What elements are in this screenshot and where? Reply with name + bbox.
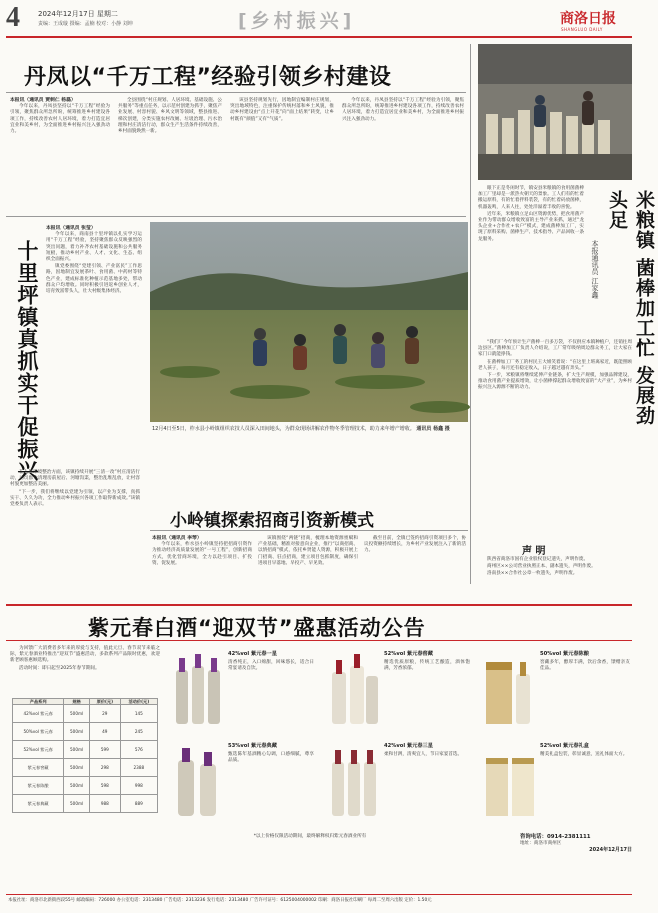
product-tile <box>322 738 472 824</box>
news-photo <box>150 222 468 422</box>
table-cell: 988 <box>89 795 120 813</box>
table-header: 产品系列 <box>13 699 64 705</box>
article-xiaoling-col2 <box>258 536 358 580</box>
divider <box>6 216 466 217</box>
product-tile <box>478 738 632 824</box>
editor-line: 责编：王成璇 摄编：孟楠 校对：小静 刘坤 <box>38 21 133 27</box>
table-cell: 500ml <box>64 723 90 741</box>
product-tile <box>166 738 316 824</box>
paragraph: 全县围绕“村庄规划、人居环境、基础设施、公共服务”等重点任务，以示范村创建为抓手，聚焦产业发展、村容村貌、乡风文明等领域，整县推进、梯次创建，分类实施农村改厕、垃圾治理、污水治理和村庄清洁行动，群众生产生活条件持续改善，乡村面貌焕然一新。 <box>118 98 222 135</box>
table-row <box>13 723 158 741</box>
section-title: [乡村振兴] <box>238 10 356 32</box>
newspaper-logo: 商洛日报 <box>560 11 616 27</box>
article-xiaoling-headline: 小岭镇探索招商引资新模式 <box>170 511 374 531</box>
article-miliang-col1 <box>478 186 584 336</box>
paragraph: 该县坚持规划先行，因地制宜编制村庄规划，突出地域特色，注重保护传统村落和乡土风貌，推动乡村建设由“点上开花”向“面上结果”转变，让乡村既有“颜值”又有“气质”。 <box>230 98 334 122</box>
notice-item: 洛南县××合作社公章一枚遗失，声明作废。 <box>487 571 578 577</box>
table-row <box>13 741 158 759</box>
photo-caption <box>152 426 466 466</box>
contact-phone: 0914-2381111 <box>546 834 591 840</box>
table-cell: 紫元春典藏 <box>13 795 64 813</box>
table-cell: 500ml <box>64 795 90 813</box>
column-divider <box>470 44 471 584</box>
table-cell: 紫元春陈酿 <box>13 777 64 795</box>
table-cell: 49 <box>89 723 120 741</box>
divider <box>6 92 466 93</box>
promo-headline-rule <box>6 640 632 641</box>
product-name: 42%vol 紫元春三星 <box>384 743 433 749</box>
article-danfeng-col3 <box>230 98 334 208</box>
footer-rule <box>6 894 632 895</box>
product-desc: 甄选陈年基酒精心勾调，口感细腻，尊享品质。 <box>228 752 314 764</box>
product-name: 52%vol 紫元春窖藏 <box>384 651 433 657</box>
factory-photo <box>478 44 632 180</box>
table-cell: 500ml <box>64 705 90 723</box>
promo-footer-note: *以上价格仅限活动期间，最终解释权归紫元春酒业所有 <box>253 834 367 839</box>
article-xiaoling-col3 <box>364 536 466 580</box>
table-header: 规格 <box>64 699 90 705</box>
article-miliang-headline: 米粮镇 菌棒加工忙 发展劲头足 <box>606 190 655 426</box>
article-miliang-photo <box>478 44 632 180</box>
contact-label-row <box>520 834 632 841</box>
paragraph: 该镇围绕“两链”招商，梳理本地资源禀赋和产业基础，精准对接意向企业，推行“以商招商、以情招商”模式，依托乡贤能人资源，积极开展上门招商、驻点招商，建立项目包抓制度，确保引进项目早落地、早投产、早见效。 <box>258 536 358 566</box>
article-shiliping-headline: 十里坪镇真抓实干促振兴 <box>15 240 39 482</box>
page-number: 4 <box>6 2 20 33</box>
article-danfeng-col1 <box>10 98 110 208</box>
table-cell: 245 <box>120 723 157 741</box>
footer-info: 本报社址：商洛市北新街西段55号 邮政编码：726000 办公室电话：2313480 广告电话：2313236 发行电话：2313480 广告许可证号：6125004000002 印刷：商洛日报社印刷厂 每周二至周六出版 定价：1.50元 <box>8 898 432 903</box>
table-cell: 500ml <box>64 741 90 759</box>
table-row <box>13 759 158 777</box>
table-cell: 576 <box>120 741 157 759</box>
article-miliang-col2 <box>478 340 632 540</box>
liquor-bottle-image <box>170 744 224 820</box>
paragraph: 截至目前，全镇已签约招商引资项目多个，协议投资额持续增长，为乡村产业发展注入了新的活力。 <box>364 536 466 554</box>
article-shiliping-col2 <box>10 470 140 580</box>
paragraph: 在人居环境整治方面，该镇持续开展“三清一改”村庄清洁行动，动员群众清理房前屋后、河塘沟渠，整治乱堆乱放，让村容村貌更加整洁美丽。 <box>10 470 140 488</box>
promo-price-table <box>12 698 158 813</box>
product-desc: 柔和甘洌，清爽宜人，节日家宴首选。 <box>384 752 463 757</box>
table-cell: 598 <box>89 777 120 795</box>
paragraph: 在菌棒加工厂务工的村民王大姐笑着说：“在这里上班离家近，既能照顾老人孩子，每月还有稳定收入，日子越过越有奔头。” <box>478 359 632 371</box>
promo-intro <box>10 646 160 694</box>
product-name: 50%vol 紫元春陈酿 <box>540 651 589 657</box>
article-danfeng-headline: 丹凤以“千万工程”经验引领乡村建设 <box>24 65 392 90</box>
liquor-bottle-image <box>326 652 380 728</box>
notice-item: 陕西省商洛市国有企业股权登记遗失，声明作废。 <box>487 557 589 562</box>
notice-box <box>476 542 632 594</box>
product-desc: 清香纯正，入口绵甜，回味悠长，适合日常宴请及自饮。 <box>228 660 314 672</box>
table-cell: 500ml <box>64 777 90 795</box>
contact-address: 地址：商洛市商州区 <box>520 841 562 846</box>
paragraph: 为回馈广大消费者多年来的厚爱与支持，值此元旦、春节双节来临之际，紫元春酒业特推出“迎双节”盛惠活动，多款系列产品限时优惠，欢迎新老顾客惠顾选购。 <box>10 646 160 664</box>
article-xiaoling-col1 <box>152 536 252 580</box>
table-row <box>13 795 158 813</box>
liquor-gift-box-image <box>482 744 536 820</box>
paragraph: 眼下正是冬闲时节，镇安县米粮镇的食用菌菌棒加工厂里却是一派热火朝天的景象。工人们有的忙着搬运原料，有的忙着拌料装袋，有的忙着码放菌棒，机器轰鸣，人来人往，处处洋溢着丰收的喜悦。 <box>478 186 584 210</box>
paragraph: 镇党委围绕“党建引领、产业富民”工作思路，因地制宜发展茶叶、食用菌、中药材等特色产业，建成标准化种植示范基地多处，带动群众户均增收。同时积极引进返乡创业人才，培育致富带头人，壮大村级集体经济。 <box>46 264 142 295</box>
table-cell: 29 <box>89 705 120 723</box>
product-desc: 窖藏多年，醇厚丰满，饮后余香，馈赠亲友佳品。 <box>540 660 630 672</box>
table-row <box>13 705 158 723</box>
table-cell: 2388 <box>120 759 157 777</box>
table-row <box>13 777 158 795</box>
photo-caption-text: 12月4日至5日，柞水县小岭镇组织农技人员深入田间地头，为群众现场讲解农作物冬季管理技术，助力来年增产增收。 <box>152 426 415 432</box>
promo-top-rule <box>6 604 632 606</box>
notice-item: 商州区××公司营业执照正本、副本遗失，声明作废。 <box>487 564 596 570</box>
notice-body <box>478 557 630 593</box>
paragraph: 下一步，米粮镇将继续延伸产业链条，扩大生产规模，加强品牌建设，推动食用菌产业提质增效，让小菌棒撑起群众增收致富的“大产业”，为乡村振兴注入源源不断的动力。 <box>478 373 632 391</box>
paragraph: “我们厂今年预计生产菌棒一百多万袋，不仅供应本镇种植户，还销往周边县区。”菌棒加工厂负责人介绍说，工厂常年吸纳周边群众务工，让大家在家门口就能挣钱。 <box>478 340 632 358</box>
article-danfeng-col2 <box>118 98 222 208</box>
liquor-bottle-image <box>170 652 224 728</box>
paragraph: 今年以来，柞水县小岭镇坚持把招商引资作为推动经济高质量发展的“一号工程”，创新招商方式，优化营商环境，全力以赴引项目、扩投资、促发展。 <box>152 542 252 566</box>
table-cell: 500ml <box>64 759 90 777</box>
issue-date: 2024年12月17日 星期二 <box>38 10 118 18</box>
article-danfeng-byline: 本报讯（通讯员 贾刺仁 杨磊） <box>10 98 76 103</box>
table-cell: 52%vol 紫元春 <box>13 741 64 759</box>
table-header: 原价(元) <box>89 699 120 705</box>
paragraph: 今年以来，商南县十里坪镇以扎实学习运用“千万工程”经验，坚持聚焦群众反映强烈的突出问题，着力补齐农村基础设施和公共服务短板，推动乡村产业、人才、文化、生态、组织全面振兴。 <box>46 232 142 263</box>
contact-title: 咨询电话： <box>520 834 547 840</box>
table-cell: 889 <box>120 795 157 813</box>
photo-caption-credit: 通讯员 杨鑫 摄 <box>416 426 450 432</box>
farm-field-photo <box>150 222 468 422</box>
article-miliang-byline: 本报通讯员 江家鑫 <box>591 240 599 299</box>
promo-contact <box>520 834 632 874</box>
table-cell: 145 <box>120 705 157 723</box>
article-danfeng-col4 <box>342 98 464 208</box>
product-tile <box>478 646 632 732</box>
paragraph: 近年来，米粮镇立足山区资源优势，把食用菌产业作为带动群众增收致富的主导产业来抓，通过“龙头企业+合作社+农户”模式，建成菌棒加工厂，实现了原料采购、菌棒生产、技术指导、产品回收一条龙服务。 <box>478 211 584 242</box>
paragraph: 今年以来，丹凤县坚持以“千万工程”经验为引领，聚焦群众所急所盼，统筹推进乡村建设各项工作，持续改善农村人居环境，着力打造宜居宜业和美乡村，为全面推进乡村振兴注入强劲动力。 <box>10 104 110 135</box>
paragraph: “下一步，我们将继续以党建为引领，以产业为支撑，真抓实干、久久为功，全力推动乡村振兴各项工作取得新成效。”该镇党委负责人表示。 <box>10 489 140 508</box>
product-desc: 精美礼盒包装，彰显诚意，送礼体面大方。 <box>540 752 628 757</box>
masthead-rule <box>6 36 632 38</box>
notice-title: 声 明 <box>522 546 546 557</box>
liquor-gift-box-image <box>482 652 536 728</box>
article-xiaoling-byline: 本报讯（通讯员 李琴） <box>152 536 202 541</box>
product-desc: 精选优质原粮，传统工艺酿造，酒体饱满，芳香浓郁。 <box>384 660 470 672</box>
divider <box>150 530 468 531</box>
article-shiliping-byline: 本报讯（通讯员 张莹） <box>46 226 96 231</box>
product-name: 52%vol 紫元春礼盒 <box>540 743 589 749</box>
promo-product-grid <box>166 646 632 826</box>
paragraph: 活动时间：即日起至2025年春节期间。 <box>19 665 100 671</box>
product-name: 42%vol 紫元春一星 <box>228 651 277 657</box>
table-cell: 42%vol 紫元春 <box>13 705 64 723</box>
table-cell: 599 <box>89 741 120 759</box>
table-cell: 298 <box>89 759 120 777</box>
product-tile <box>166 646 316 732</box>
masthead <box>0 0 638 38</box>
product-name: 53%vol 紫元春典藏 <box>228 743 277 749</box>
paragraph: 今年以来，丹凤县坚持以“千万工程”经验为引领，聚焦群众所急所盼，统筹推进乡村建设各项工作，持续改善农村人居环境，着力打造宜居宜业和美乡村，为全面推进乡村振兴注入强劲动力。 <box>342 98 464 122</box>
promo-date: 2024年12月17日 <box>589 847 632 853</box>
table-cell: 紫元春窖藏 <box>13 759 64 777</box>
product-tile <box>322 646 472 732</box>
table-header: 活动价(元) <box>120 699 157 705</box>
table-cell: 998 <box>120 777 157 795</box>
newspaper-logo-sub: SHANGLUO DAILY <box>561 27 603 32</box>
promo-headline: 紫元春白酒“迎双节”盛惠活动公告 <box>88 616 426 640</box>
liquor-bottle-image <box>326 744 380 820</box>
table-cell: 50%vol 紫元春 <box>13 723 64 741</box>
